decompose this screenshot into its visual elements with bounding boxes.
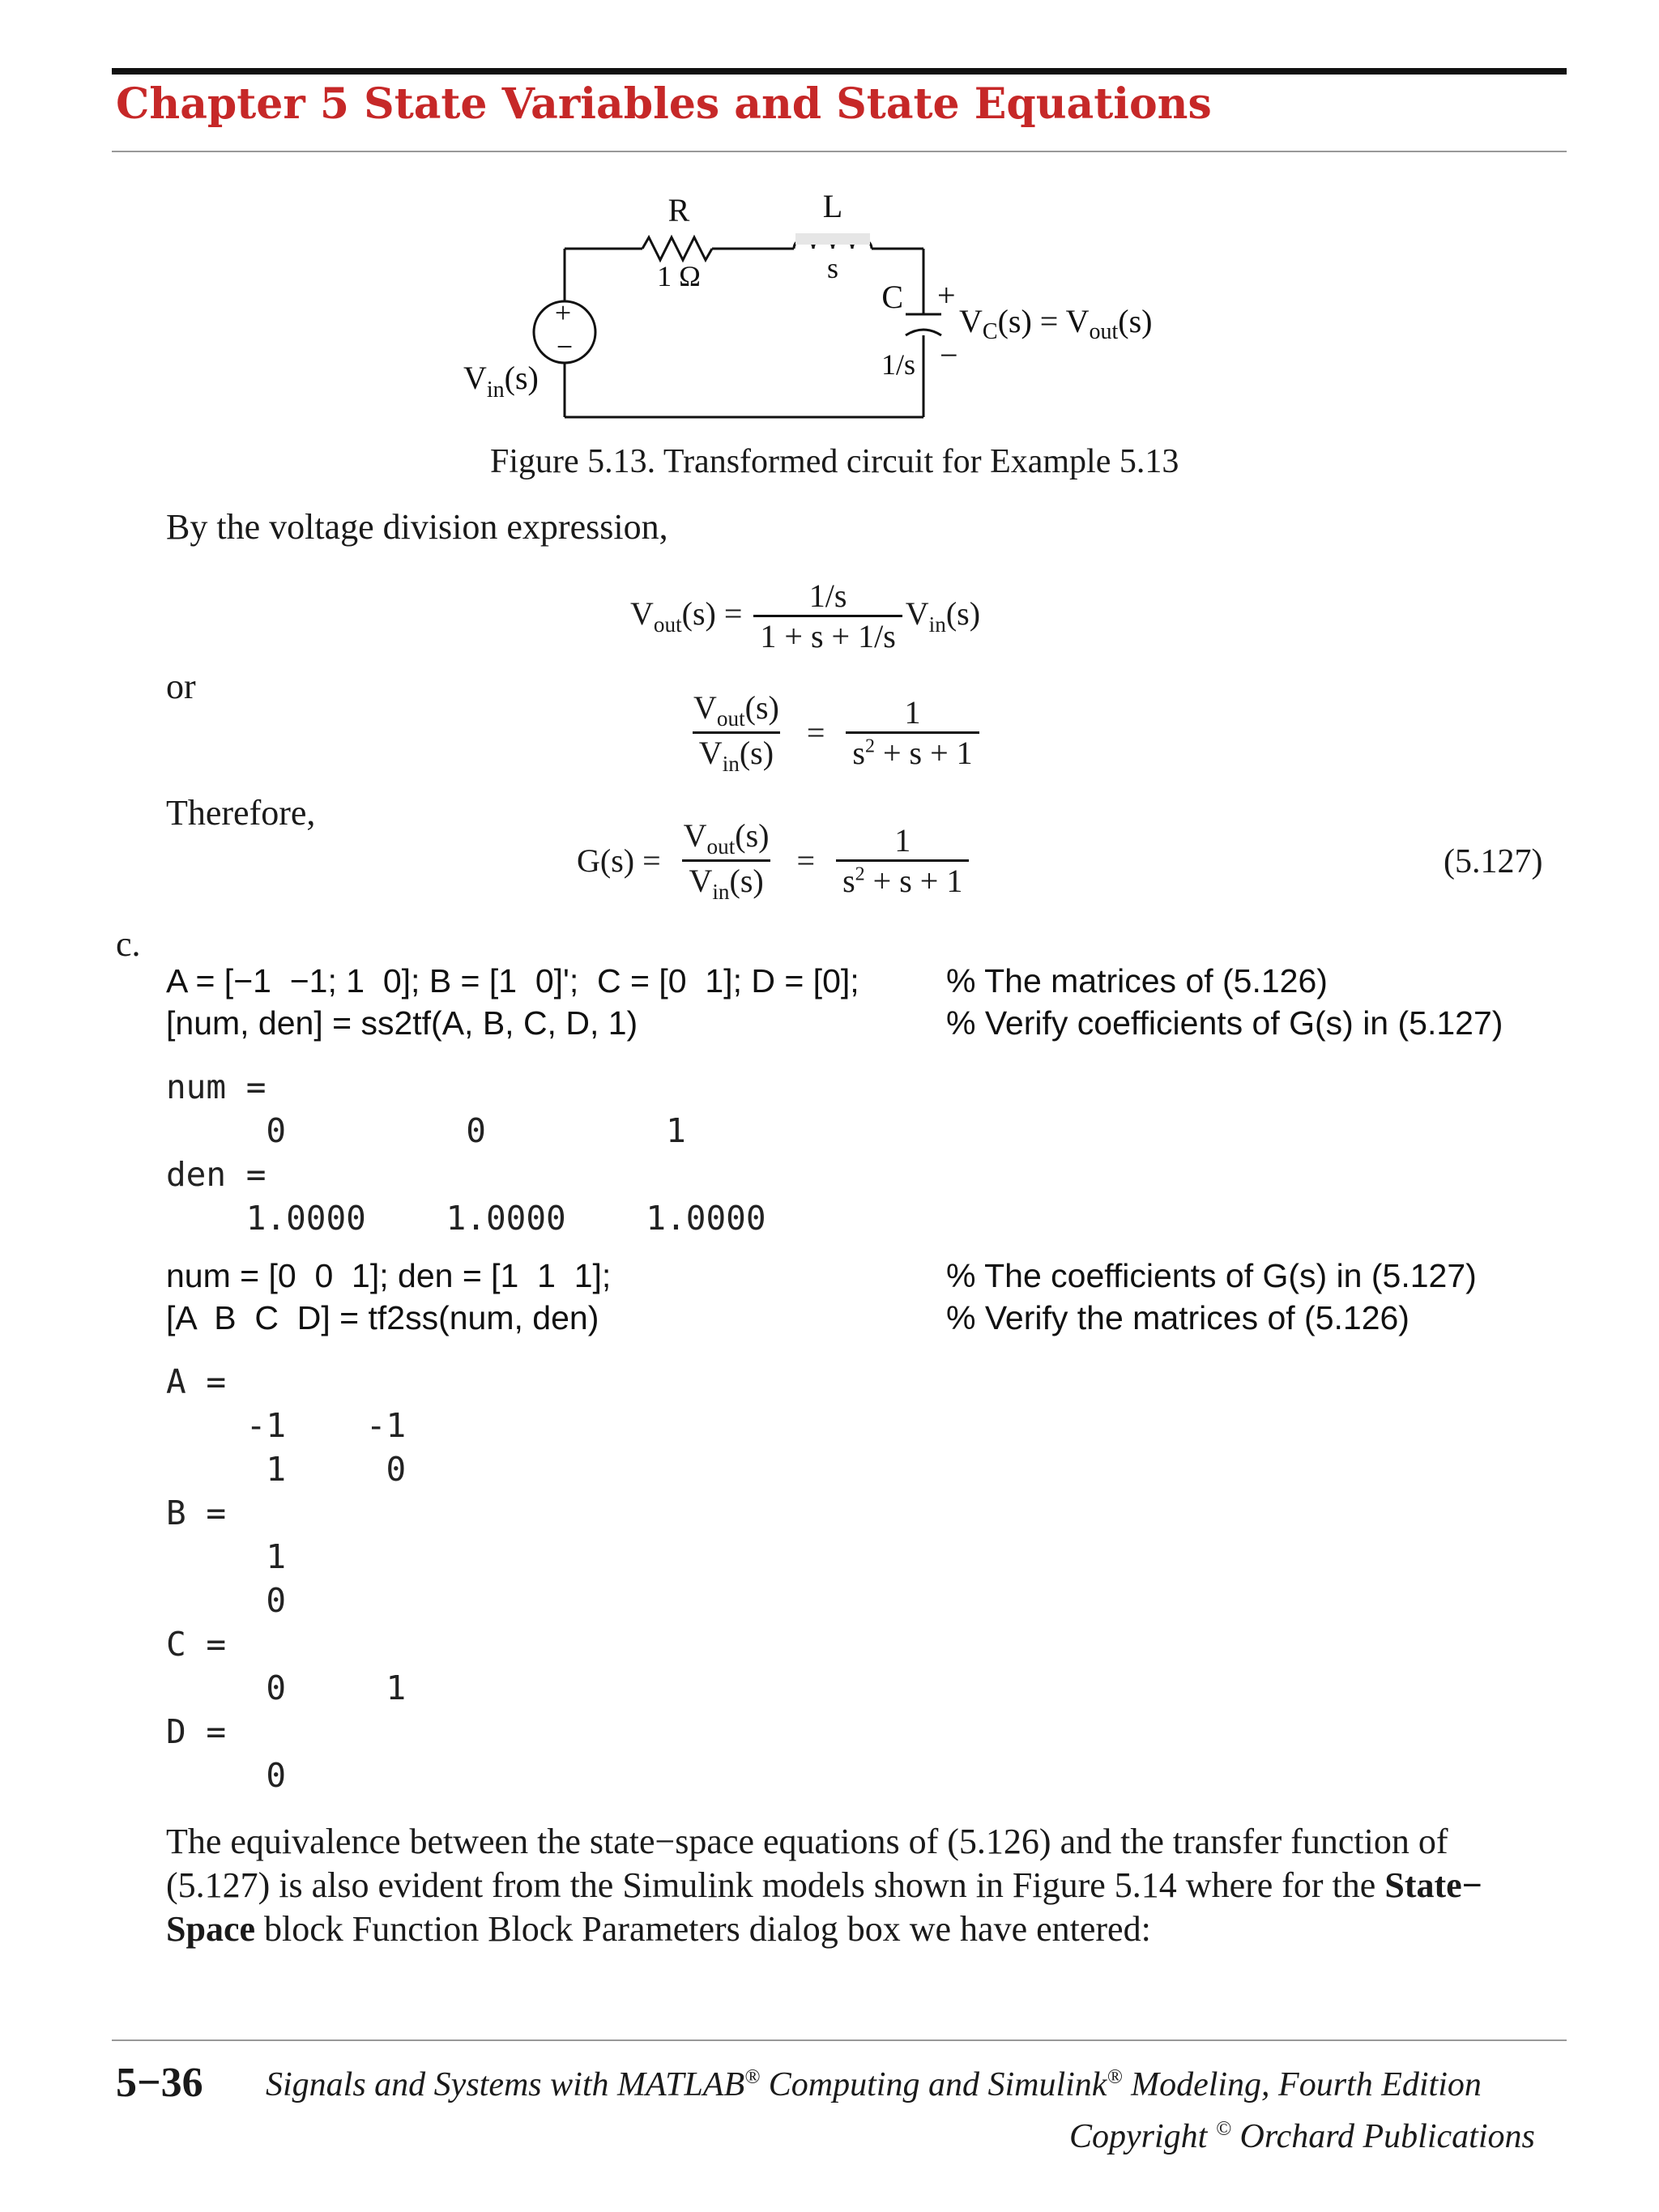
output-line: num = bbox=[166, 1068, 267, 1106]
circuit-diagram bbox=[437, 186, 1247, 429]
output-line: 0 1 bbox=[166, 1669, 407, 1707]
output-line: 1 bbox=[166, 1537, 287, 1576]
paragraph-line: (5.127) is also evident from the Simulink models shown in Figure 5.14 where for the State− bbox=[166, 1865, 1482, 1905]
code-comment: % The coefficients of G(s) in (5.127) bbox=[946, 1257, 1477, 1294]
code-comment: % Verify the matrices of (5.126) bbox=[946, 1299, 1410, 1336]
inductor-shade bbox=[795, 233, 870, 245]
vout-label: $V_C(s) = V_{out}(s)$ bbox=[959, 303, 1153, 344]
code-comment: % The matrices of (5.126) bbox=[946, 962, 1328, 999]
output-line: 1 0 bbox=[166, 1450, 407, 1489]
code-comment: % Verify coefficients of G(s) in (5.127) bbox=[946, 1004, 1503, 1042]
output-line: B = bbox=[166, 1494, 227, 1532]
header-rule bbox=[112, 68, 1567, 75]
footer-copyright: Copyright © Orchard Publications bbox=[1069, 2118, 1535, 2155]
source-minus: − bbox=[556, 330, 574, 363]
code-line: [A B C D] = tf2ss(num, den) bbox=[166, 1299, 599, 1336]
text-voltage-division: By the voltage division expression, bbox=[166, 507, 668, 547]
output-line: C = bbox=[166, 1625, 227, 1664]
resistor-value: 1 Ω bbox=[657, 260, 701, 292]
text-or: or bbox=[166, 667, 196, 706]
vin-label: $V_{in}(s)$ bbox=[463, 360, 539, 403]
inductor-value: s bbox=[826, 252, 839, 284]
output-line: 0 bbox=[166, 1756, 287, 1795]
code-line: [num, den] = ss2tf(A, B, C, D, 1) bbox=[166, 1004, 638, 1042]
output-line: 0 0 1 bbox=[166, 1111, 686, 1150]
text-therefore: Therefore, bbox=[166, 793, 316, 833]
page-number: 5−36 bbox=[116, 2060, 203, 2106]
capacitor-value: 1/s bbox=[881, 348, 915, 381]
figure-caption: Figure 5.13. Transformed circuit for Example 5.13 bbox=[490, 443, 1179, 480]
footer-rule bbox=[112, 2039, 1567, 2041]
output-line: 0 bbox=[166, 1581, 287, 1620]
output-line: -1 -1 bbox=[166, 1406, 407, 1445]
output-line: 1.0000 1.0000 1.0000 bbox=[166, 1199, 766, 1238]
equation-vout: $V_{out}(s)$ = $\frac{1/s}{1 + s + 1/s}$ $V_{in}(s)$ bbox=[630, 578, 981, 654]
source-plus: + bbox=[554, 296, 572, 329]
equation-transfer-function: G(s) = $\frac{V_{out}(s)}{V_{in}(s)}$ = $\frac{1}{s^2 + s + 1}$ bbox=[577, 816, 969, 905]
code-line: num = [0 0 1]; den = [1 1 1]; bbox=[166, 1257, 612, 1294]
equation-number: (5.127) bbox=[1444, 843, 1543, 880]
capacitor-label: C bbox=[881, 279, 903, 315]
code-line: A = [−1 −1; 1 0]; B = [1 0]'; C = [0 1]; D = [0]; bbox=[166, 962, 859, 999]
equation-ratio: $\frac{V_{out}(s)}{V_{in}(s)}$ = $\frac{1}{s^2 + s + 1}$ bbox=[687, 688, 979, 777]
paragraph-line: The equivalence between the state−space equations of (5.126) and the transfer function of bbox=[166, 1822, 1448, 1861]
cap-plus: + bbox=[937, 277, 956, 313]
cap-minus: − bbox=[940, 337, 958, 373]
inductor-label: L bbox=[822, 188, 843, 224]
output-line: A = bbox=[166, 1362, 227, 1401]
paragraph-line: Space block Function Block Parameters dialog box we have entered: bbox=[166, 1909, 1151, 1949]
output-line: den = bbox=[166, 1155, 267, 1194]
part-label: c. bbox=[116, 924, 141, 964]
footer-book-title: Signals and Systems with MATLAB® Computing and Simulink® Modeling, Fourth Edition bbox=[266, 2066, 1482, 2103]
chapter-title: Chapter 5 State Variables and State Equations bbox=[116, 79, 1212, 129]
resistor-label: R bbox=[667, 192, 690, 228]
header-underline bbox=[112, 151, 1567, 152]
output-line: D = bbox=[166, 1712, 227, 1751]
